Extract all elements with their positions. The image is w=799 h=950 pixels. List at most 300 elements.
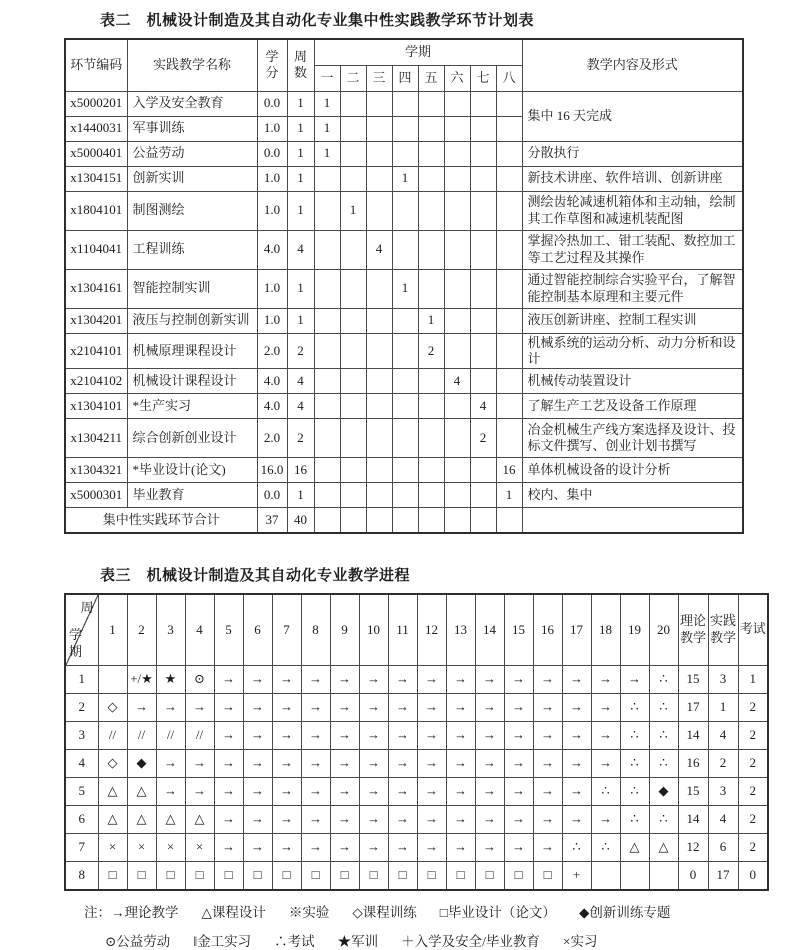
t3-cell-week-symbol: × [98, 834, 127, 862]
t3-cell-week-symbol: → [185, 750, 214, 778]
t3-cell-theory-total: 15 [678, 666, 708, 694]
t3-cell-week-symbol: → [504, 834, 533, 862]
t2-cell-semester-week [418, 394, 444, 419]
t3-cell-week-symbol: → [127, 694, 156, 722]
t2-cell-content: 单体机械设备的设计分析 [522, 458, 743, 483]
t2-cell-credit: 0.0 [257, 483, 287, 508]
t2-cell-weeks: 2 [287, 333, 314, 369]
t3-cell-week-symbol: → [446, 666, 475, 694]
t2-header-credit: 学分 [257, 39, 287, 91]
t2-cell-code: x1304101 [65, 394, 127, 419]
t3-cell-week-symbol: ∴ [649, 694, 678, 722]
t3-cell-week-symbol: → [417, 834, 446, 862]
t2-cell-semester-week: 1 [418, 308, 444, 333]
legend-item: ※实验 [288, 904, 330, 920]
t3-cell-practice-total: 4 [708, 806, 738, 834]
t2-cell-semester-week [340, 141, 366, 166]
t2-cell-name: 机械原理课程设计 [127, 333, 257, 369]
t3-row [65, 722, 768, 750]
t2-cell-semester-week [444, 269, 470, 308]
t3-cell-week-symbol: ∴ [620, 750, 649, 778]
t2-cell-semester-week [444, 394, 470, 419]
t3-header-week: 6 [243, 594, 272, 666]
t3-cell-week-symbol: → [185, 778, 214, 806]
t2-cell-credit: 4.0 [257, 230, 287, 269]
legend-item: △课程设计 [201, 904, 266, 920]
t2-cell-semester-week [314, 458, 340, 483]
t2-cell-semester-week [470, 458, 496, 483]
t2-cell-semester-week: 1 [314, 91, 340, 116]
t3-cell-week-symbol: × [127, 834, 156, 862]
t3-cell-week-symbol: △ [127, 778, 156, 806]
t3-cell-exam-total: 2 [738, 806, 768, 834]
t2-cell-weeks: 1 [287, 166, 314, 191]
t3-cell-exam-total: 2 [738, 722, 768, 750]
t3-corner-cell [65, 594, 98, 666]
t3-cell-exam-total: 2 [738, 694, 768, 722]
t2-cell-semester-week [496, 166, 522, 191]
t3-header-week: 10 [359, 594, 388, 666]
t3-header-week: 16 [533, 594, 562, 666]
t3-cell-week-symbol: × [156, 834, 185, 862]
t2-head-row-1 [65, 39, 743, 65]
t3-cell-week-symbol: → [388, 694, 417, 722]
t2-cell-semester-week: 4 [470, 394, 496, 419]
t3-cell-week-symbol: → [272, 666, 301, 694]
t2-cell-credit: 4.0 [257, 369, 287, 394]
t3-cell-week-symbol: □ [301, 862, 330, 890]
t3-cell-week-symbol: → [359, 694, 388, 722]
t3-header-week: 7 [272, 594, 301, 666]
t3-cell-week-symbol: ∴ [649, 722, 678, 750]
t3-cell-week-symbol: □ [214, 862, 243, 890]
t2-cell-content: 机械传动装置设计 [522, 369, 743, 394]
t2-cell-semester-week [470, 91, 496, 116]
t3-cell-week-symbol: ∴ [649, 750, 678, 778]
t3-cell-week-symbol: △ [127, 806, 156, 834]
t3-cell-week-symbol: △ [98, 806, 127, 834]
t3-cell-week-symbol: → [272, 806, 301, 834]
t3-cell-week-symbol: □ [359, 862, 388, 890]
t2-cell-semester-week [392, 308, 418, 333]
t3-cell-semester: 6 [65, 806, 98, 834]
t2-row [65, 230, 743, 269]
t2-cell-name: 液压与控制创新实训 [127, 308, 257, 333]
t3-header-week: 20 [649, 594, 678, 666]
t2-header-semester-col: 二 [340, 65, 366, 91]
t3-cell-week-symbol: → [272, 778, 301, 806]
t2-cell-code: x1304161 [65, 269, 127, 308]
t3-cell-week-symbol: □ [504, 862, 533, 890]
t2-total-semester-cell [340, 508, 366, 533]
t3-cell-theory-total: 14 [678, 722, 708, 750]
t2-cell-name: 毕业教育 [127, 483, 257, 508]
t3-cell-week-symbol: → [214, 694, 243, 722]
t3-cell-week-symbol: → [504, 694, 533, 722]
t2-header-content: 教学内容及形式 [522, 39, 743, 91]
t3-cell-week-symbol: → [214, 834, 243, 862]
t2-total-semester-cell [470, 508, 496, 533]
t3-cell-week-symbol: // [156, 722, 185, 750]
t3-cell-week-symbol: → [533, 806, 562, 834]
t2-head [65, 39, 743, 91]
t2-cell-semester-week [444, 166, 470, 191]
t2-cell-weeks: 4 [287, 230, 314, 269]
t2-cell-credit: 2.0 [257, 333, 287, 369]
t2-row [65, 419, 743, 458]
t3-cell-week-symbol: → [475, 694, 504, 722]
t2-cell-name: 机械设计课程设计 [127, 369, 257, 394]
t3-cell-semester: 8 [65, 862, 98, 890]
t2-cell-semester-week [444, 116, 470, 141]
t3-cell-week-symbol: □ [475, 862, 504, 890]
t3-cell-week-symbol: → [330, 778, 359, 806]
t3-cell-week-symbol: □ [156, 862, 185, 890]
t2-cell-semester-week [314, 333, 340, 369]
t3-cell-week-symbol: → [243, 806, 272, 834]
t3-header-exam: 考试 [738, 594, 768, 666]
t2-cell-semester-week [340, 230, 366, 269]
t2-cell-semester-week [340, 269, 366, 308]
t3-cell-week-symbol: → [359, 806, 388, 834]
t2-cell-semester-week [470, 308, 496, 333]
t3-cell-week-symbol: → [504, 722, 533, 750]
legend-item: ＋入学及安全/毕业教育 [401, 933, 540, 949]
t2-cell-semester-week [340, 166, 366, 191]
t3-cell-week-symbol: → [446, 778, 475, 806]
t3-cell-week-symbol: → [475, 722, 504, 750]
t3-cell-week-symbol: + [562, 862, 591, 890]
t3-cell-week-symbol: □ [388, 862, 417, 890]
t2-cell-name: 综合创新创业设计 [127, 419, 257, 458]
t3-cell-week-symbol: → [417, 666, 446, 694]
t2-cell-name: 公益劳动 [127, 141, 257, 166]
t2-cell-semester-week [496, 419, 522, 458]
t3-cell-week-symbol: → [446, 722, 475, 750]
t3-cell-week-symbol: ∴ [620, 806, 649, 834]
t3-cell-week-symbol: → [301, 666, 330, 694]
t2-cell-semester-week [366, 333, 392, 369]
t3-cell-week-symbol: → [562, 722, 591, 750]
t2-total-semester-cell [366, 508, 392, 533]
t3-cell-week-symbol: → [301, 722, 330, 750]
t3-cell-theory-total: 14 [678, 806, 708, 834]
t3-cell-week-symbol: → [388, 778, 417, 806]
t3-cell-week-symbol: → [533, 750, 562, 778]
t3-body [65, 666, 768, 890]
t2-cell-semester-week [340, 394, 366, 419]
t3-cell-week-symbol: ∴ [591, 778, 620, 806]
t3-header-week: 1 [98, 594, 127, 666]
t3-cell-week-symbol: → [533, 722, 562, 750]
t3-cell-semester: 3 [65, 722, 98, 750]
t2-cell-semester-week [470, 141, 496, 166]
t2-cell-name: *毕业设计(论文) [127, 458, 257, 483]
t2-cell-semester-week [496, 308, 522, 333]
legend-item: □毕业设计（论文） [439, 904, 556, 920]
t3-cell-week-symbol: ∴ [649, 806, 678, 834]
t2-cell-content: 冶金机械生产线方案选择及设计、投标文件撰写、创业计划书撰写 [522, 419, 743, 458]
t3-cell-exam-total: 2 [738, 778, 768, 806]
t2-cell-semester-week [496, 394, 522, 419]
t3-cell-week-symbol: → [533, 834, 562, 862]
t2-cell-weeks: 4 [287, 394, 314, 419]
legend-item: ×实习 [562, 933, 598, 949]
t3-cell-week-symbol: → [272, 750, 301, 778]
t3-cell-week-symbol: □ [272, 862, 301, 890]
t3-header-week: 8 [301, 594, 330, 666]
t2-cell-name: 创新实训 [127, 166, 257, 191]
t2-cell-semester-week [418, 191, 444, 230]
t3-corner-semester-label: 学期 [68, 627, 82, 660]
t3-cell-week-symbol: // [127, 722, 156, 750]
t2-cell-semester-week [392, 458, 418, 483]
t2-header-semester-col: 三 [366, 65, 392, 91]
t3-cell-week-symbol: → [185, 694, 214, 722]
legend-item: ★军训 [337, 933, 379, 949]
t3-row [65, 694, 768, 722]
t2-header-code: 环节编码 [65, 39, 127, 91]
t2-row [65, 308, 743, 333]
t3-cell-week-symbol: ∴ [649, 666, 678, 694]
t3-header-week: 5 [214, 594, 243, 666]
t3-cell-week-symbol: → [330, 750, 359, 778]
t3-cell-practice-total: 1 [708, 694, 738, 722]
t2-row [65, 483, 743, 508]
t3-header-week: 14 [475, 594, 504, 666]
t3-cell-week-symbol: ◆ [127, 750, 156, 778]
t3-cell-week-symbol: △ [156, 806, 185, 834]
t3-cell-week-symbol: → [214, 722, 243, 750]
t2-cell-semester-week [392, 333, 418, 369]
t2-cell-semester-week [392, 483, 418, 508]
t2-cell-semester-week [314, 483, 340, 508]
t2-cell-credit: 1.0 [257, 116, 287, 141]
t2-row [65, 333, 743, 369]
t2-cell-semester-week [366, 458, 392, 483]
t2-cell-content: 掌握冷热加工、钳工装配、数控加工等工艺过程及其操作 [522, 230, 743, 269]
t2-cell-semester-week [496, 369, 522, 394]
t2-cell-semester-week [418, 116, 444, 141]
t2-cell-semester-week [496, 333, 522, 369]
t3-cell-week-symbol: → [214, 806, 243, 834]
t2-cell-credit: 16.0 [257, 458, 287, 483]
t3-header-practice: 实践教学 [708, 594, 738, 666]
t2-cell-semester-week: 1 [392, 166, 418, 191]
t3-cell-theory-total: 17 [678, 694, 708, 722]
t2-cell-semester-week [314, 394, 340, 419]
t2-cell-semester-week: 4 [444, 369, 470, 394]
t3-cell-week-symbol: → [359, 834, 388, 862]
t3-cell-week-symbol: → [301, 806, 330, 834]
table3-title: 表三 机械设计制造及其自动化专业教学进程 [100, 567, 411, 584]
t3-cell-week-symbol: → [272, 834, 301, 862]
t3-cell-week-symbol: → [243, 666, 272, 694]
t3-cell-week-symbol: → [243, 694, 272, 722]
t3-cell-semester: 4 [65, 750, 98, 778]
t3-cell-week-symbol: ◇ [98, 694, 127, 722]
t3-cell-week-symbol: □ [446, 862, 475, 890]
t2-total-semester-cell [418, 508, 444, 533]
t2-cell-name: 入学及安全教育 [127, 91, 257, 116]
t3-header-week: 11 [388, 594, 417, 666]
t2-cell-code: x1304321 [65, 458, 127, 483]
t2-cell-semester-week [340, 116, 366, 141]
t3-cell-week-symbol: → [359, 750, 388, 778]
t2-cell-semester-week [314, 230, 340, 269]
t2-cell-semester-week [496, 230, 522, 269]
t2-cell-semester-week [392, 91, 418, 116]
t3-cell-week-symbol: → [388, 806, 417, 834]
t2-cell-semester-week [470, 116, 496, 141]
table3 [64, 593, 769, 891]
t3-cell-week-symbol: → [214, 778, 243, 806]
t3-cell-week-symbol: → [591, 722, 620, 750]
t2-cell-content: 通过智能控制综合实验平台，了解智能控制基本原理和主要元件 [522, 269, 743, 308]
t2-cell-semester-week: 1 [392, 269, 418, 308]
t2-cell-code: x5000401 [65, 141, 127, 166]
t2-header-semester-col: 五 [418, 65, 444, 91]
t3-cell-week-symbol: → [417, 778, 446, 806]
t3-cell-week-symbol: → [446, 806, 475, 834]
t2-cell-semester-week [496, 116, 522, 141]
t2-cell-semester-week [366, 308, 392, 333]
t2-cell-weeks: 4 [287, 369, 314, 394]
t3-cell-week-symbol: → [243, 834, 272, 862]
t2-cell-semester-week [444, 141, 470, 166]
t3-header-week: 3 [156, 594, 185, 666]
t2-cell-semester-week [340, 308, 366, 333]
t2-total-row [65, 508, 743, 533]
t2-cell-semester-week [418, 269, 444, 308]
t2-cell-credit: 1.0 [257, 191, 287, 230]
t3-cell-week-symbol: → [562, 694, 591, 722]
t2-cell-weeks: 2 [287, 419, 314, 458]
t2-cell-semester-week [444, 333, 470, 369]
t3-cell-week-symbol: ∴ [620, 778, 649, 806]
t3-cell-week-symbol: → [475, 778, 504, 806]
t2-cell-semester-week [314, 419, 340, 458]
t2-cell-semester-week [314, 369, 340, 394]
t2-cell-semester-week: 1 [496, 483, 522, 508]
t3-cell-week-symbol: → [446, 834, 475, 862]
t2-cell-name: 智能控制实训 [127, 269, 257, 308]
t2-total-semester-cell [392, 508, 418, 533]
t3-row [65, 806, 768, 834]
t3-cell-week-symbol: → [417, 694, 446, 722]
t3-cell-week-symbol: → [620, 666, 649, 694]
t2-cell-semester-week [340, 483, 366, 508]
t2-cell-semester-week [418, 483, 444, 508]
t2-cell-semester-week [444, 230, 470, 269]
t3-cell-week-symbol: // [185, 722, 214, 750]
t2-cell-semester-week [392, 394, 418, 419]
t2-total-credit: 37 [257, 508, 287, 533]
t3-header-week: 13 [446, 594, 475, 666]
t2-cell-semester-week [366, 269, 392, 308]
t2-body [65, 91, 743, 533]
t2-cell-semester-week [340, 458, 366, 483]
t3-row [65, 750, 768, 778]
t2-cell-credit: 1.0 [257, 269, 287, 308]
t2-cell-semester-week [340, 419, 366, 458]
t2-cell-code: x2104101 [65, 333, 127, 369]
t3-cell-week-symbol: → [330, 834, 359, 862]
t3-cell-week-symbol: → [417, 722, 446, 750]
t2-cell-content: 校内、集中 [522, 483, 743, 508]
t3-cell-week-symbol: → [504, 806, 533, 834]
t3-cell-week-symbol: → [562, 750, 591, 778]
t2-total-content [522, 508, 743, 533]
t3-cell-semester: 7 [65, 834, 98, 862]
t2-cell-code: x1304201 [65, 308, 127, 333]
t2-row [65, 458, 743, 483]
t2-cell-credit: 2.0 [257, 419, 287, 458]
legend-item: ∴考试 [274, 933, 315, 949]
t2-cell-semester-week [392, 419, 418, 458]
t3-head-row [65, 594, 768, 666]
t3-cell-week-symbol: ◆ [649, 778, 678, 806]
t2-cell-semester-week [340, 333, 366, 369]
t2-cell-semester-week [392, 141, 418, 166]
t2-total-semester-cell [314, 508, 340, 533]
t2-cell-code: x1804101 [65, 191, 127, 230]
t3-cell-week-symbol: → [475, 834, 504, 862]
t2-cell-weeks: 16 [287, 458, 314, 483]
t3-cell-week-symbol: → [330, 722, 359, 750]
t2-total-semester-cell [444, 508, 470, 533]
t2-cell-name: *生产实习 [127, 394, 257, 419]
t2-cell-semester-week [496, 191, 522, 230]
t2-cell-semester-week: 1 [314, 141, 340, 166]
t3-cell-week-symbol: → [156, 694, 185, 722]
t3-row [65, 834, 768, 862]
legend [84, 901, 799, 950]
t3-cell-theory-total: 0 [678, 862, 708, 890]
t3-cell-week-symbol: → [475, 806, 504, 834]
t2-total-semester-cell [496, 508, 522, 533]
t3-cell-week-symbol: → [301, 750, 330, 778]
t3-cell-week-symbol: → [591, 806, 620, 834]
t3-cell-week-symbol: □ [127, 862, 156, 890]
t3-cell-week-symbol: → [388, 722, 417, 750]
t2-cell-semester-week [392, 116, 418, 141]
t3-cell-week-symbol: → [359, 722, 388, 750]
t2-cell-semester-week [418, 230, 444, 269]
t2-cell-name: 工程训练 [127, 230, 257, 269]
legend-items-1 [111, 901, 693, 921]
t3-cell-week-symbol [649, 862, 678, 890]
t3-header-week: 2 [127, 594, 156, 666]
t3-cell-week-symbol: → [388, 666, 417, 694]
t2-cell-content: 液压创新讲座、控制工程实训 [522, 308, 743, 333]
t3-cell-exam-total: 1 [738, 666, 768, 694]
t3-cell-week-symbol: → [475, 666, 504, 694]
t3-cell-week-symbol: → [388, 750, 417, 778]
t2-cell-semester-week [340, 369, 366, 394]
t3-cell-week-symbol: △ [620, 834, 649, 862]
t2-cell-semester-week [444, 308, 470, 333]
t2-cell-semester-week [366, 419, 392, 458]
t2-row [65, 369, 743, 394]
t2-cell-content: 测绘齿轮减速机箱体和主动轴，绘制其工作草图和减速机装配图 [522, 191, 743, 230]
t2-cell-semester-week [444, 458, 470, 483]
t3-cell-week-symbol: → [504, 778, 533, 806]
t3-cell-practice-total: 6 [708, 834, 738, 862]
t2-cell-semester-week: 4 [366, 230, 392, 269]
t3-cell-week-symbol: × [185, 834, 214, 862]
t3-cell-week-symbol: → [214, 666, 243, 694]
